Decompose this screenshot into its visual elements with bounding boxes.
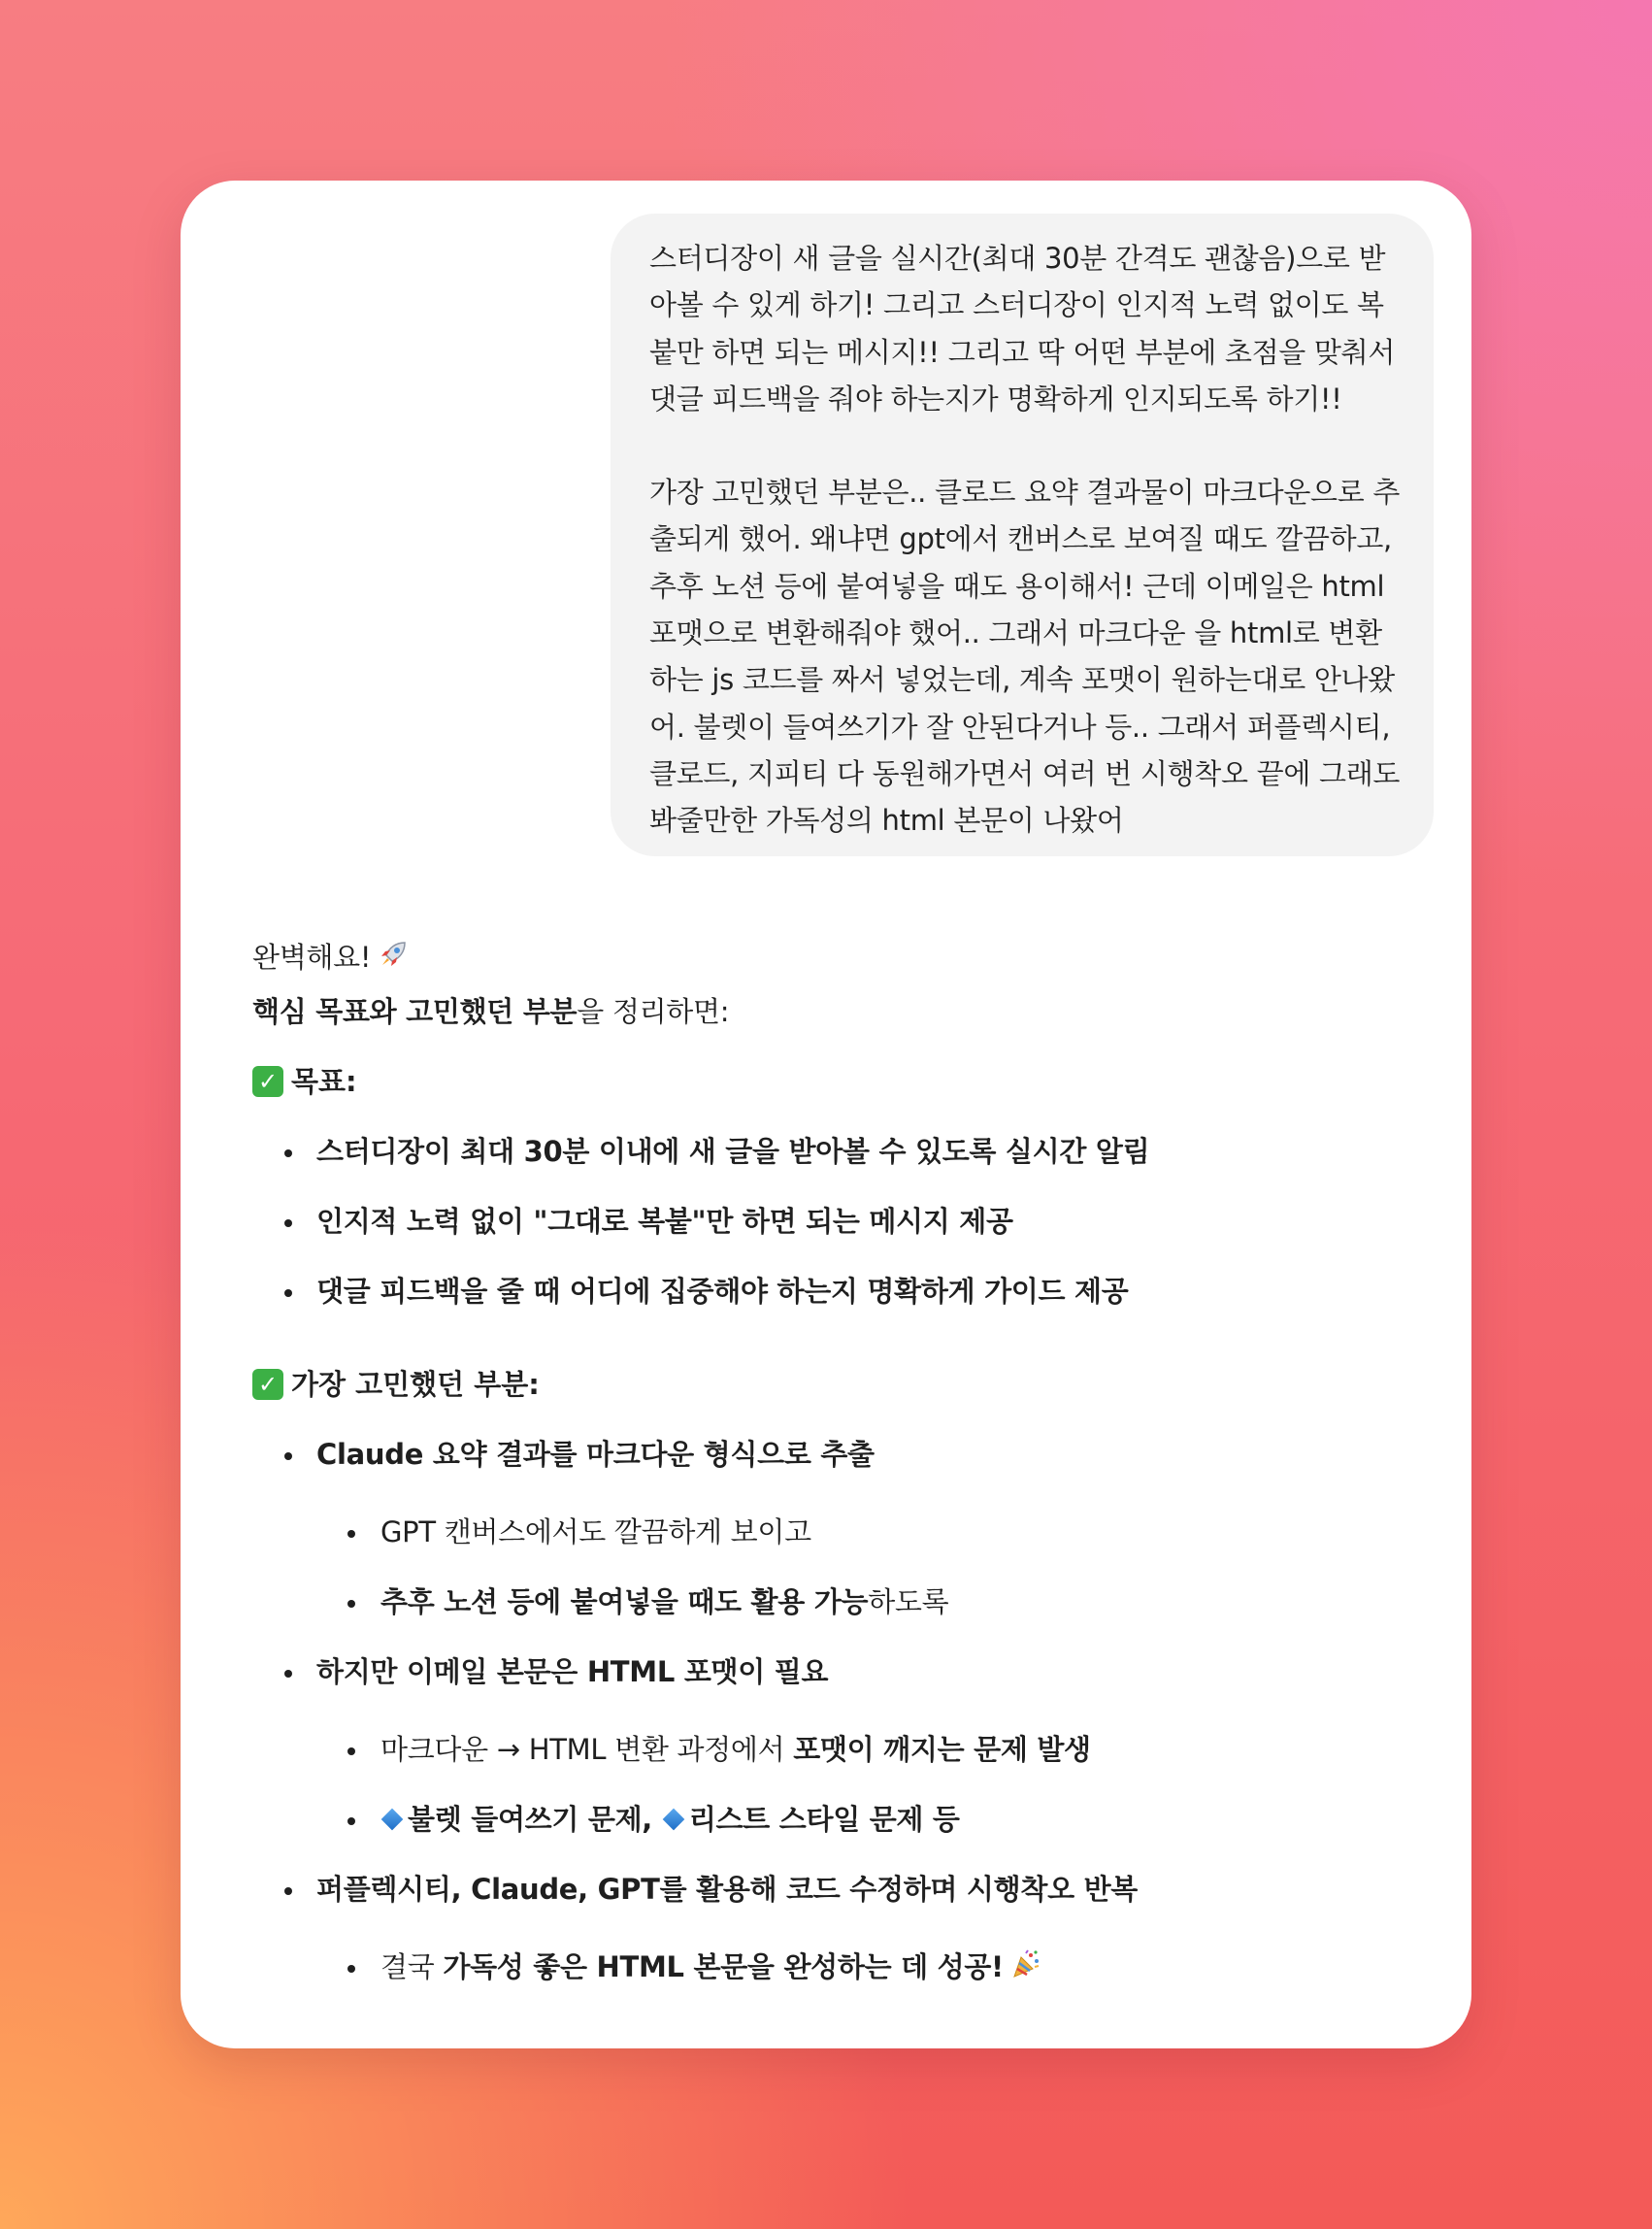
party-popper-icon — [1009, 1947, 1042, 1994]
bullet-icon — [284, 1670, 292, 1678]
sub-list-item: 불렛 들여쓰기 문제, 리스트 스타일 문제 등 — [380, 1796, 960, 1843]
rocket-icon — [377, 938, 410, 984]
chat-card — [181, 181, 1471, 2048]
blue-diamond-icon — [663, 1809, 685, 1831]
bullet-icon — [284, 1219, 292, 1227]
goals-heading: ✓ 목표: — [252, 1058, 357, 1105]
concerns-heading: ✓ 가장 고민했던 부분: — [252, 1361, 540, 1408]
sub-list-item: 추후 노션 등에 붙여넣을 때도 활용 가능하도록 — [380, 1579, 948, 1625]
user-message-paragraph: 가장 고민했던 부분은.. 클로드 요약 결과물이 마크다운으로 추 출되게 했어. 왜냐면 gpt에서 캔버스로 보여질 때도 깔끔하고, 추후 노션 등에 붙여넣을 때도 용이해서! 근데 이메일은 html 포맷으로 변환해줘야 했어.. 그래서 마크다운 을 html로 변환 하는 js 코드를 짜서 넣었는데, 계속 포맷이 원하는대로 안나왔 어. 불렛이 들여쓰기가 잘 안된다거나 등.. 그래서 퍼플렉시티, 클로드, 지피티 다 동원해가면서 여러 번 시행착오 끝에 그래도 봐줄만한 가독성의 html 본문이 나왔어 — [649, 476, 1401, 838]
check-mark-icon: ✓ — [252, 1066, 283, 1097]
bullet-icon — [284, 1452, 292, 1460]
bullet-icon — [347, 1530, 355, 1538]
check-mark-icon: ✓ — [252, 1369, 283, 1400]
bullet-icon — [284, 1149, 292, 1157]
list-item: 스터디장이 최대 30분 이내에 새 글을 받아볼 수 있도록 실시간 알림 — [316, 1128, 1149, 1175]
bullet-icon — [284, 1289, 292, 1297]
user-message-bubble — [611, 214, 1434, 856]
bullet-icon — [347, 1965, 355, 1973]
bullet-icon — [347, 1817, 355, 1825]
bullet-icon — [284, 1887, 292, 1895]
sub-list-item: 마크다운 → HTML 변환 과정에서 포맷이 깨지는 문제 발생 — [380, 1726, 1091, 1773]
list-item: 퍼플렉시티, Claude, GPT를 활용해 코드 수정하며 시행착오 반복 — [316, 1866, 1138, 1913]
blue-diamond-icon — [381, 1809, 404, 1831]
reply-greeting: 완벽해요! — [252, 934, 410, 984]
list-item: 인지적 노력 없이 "그대로 복붙"만 하면 되는 메시지 제공 — [316, 1198, 1013, 1245]
reply-intro: 핵심 목표와 고민했던 부분을 정리하면: — [252, 995, 730, 1028]
list-item: 하지만 이메일 본문은 HTML 포맷이 필요 — [316, 1648, 828, 1695]
bullet-icon — [347, 1747, 355, 1755]
bullet-icon — [347, 1600, 355, 1608]
sub-list-item: GPT 캔버스에서도 깔끔하게 보이고 — [380, 1509, 811, 1555]
user-message-paragraph: 스터디장이 새 글을 실시간(최대 30분 간격도 괜찮음)으로 받 아볼 수 있게 하기! 그리고 스터디장이 인지적 노력 없이도 복 붙만 하면 되는 메시지!! 그리고 딱 어떤 부분에 초점을 맞춰서 댓글 피드백을 줘야 하는지가 명확하게 인지되도록 하기!! — [649, 242, 1396, 416]
list-item: 댓글 피드백을 줄 때 어디에 집중해야 하는지 명확하게 가이드 제공 — [316, 1268, 1128, 1314]
sub-list-item: 결국 가독성 좋은 HTML 본문을 완성하는 데 성공! — [380, 1944, 1042, 1994]
list-item: Claude 요약 결과를 마크다운 형식으로 추출 — [316, 1431, 875, 1478]
